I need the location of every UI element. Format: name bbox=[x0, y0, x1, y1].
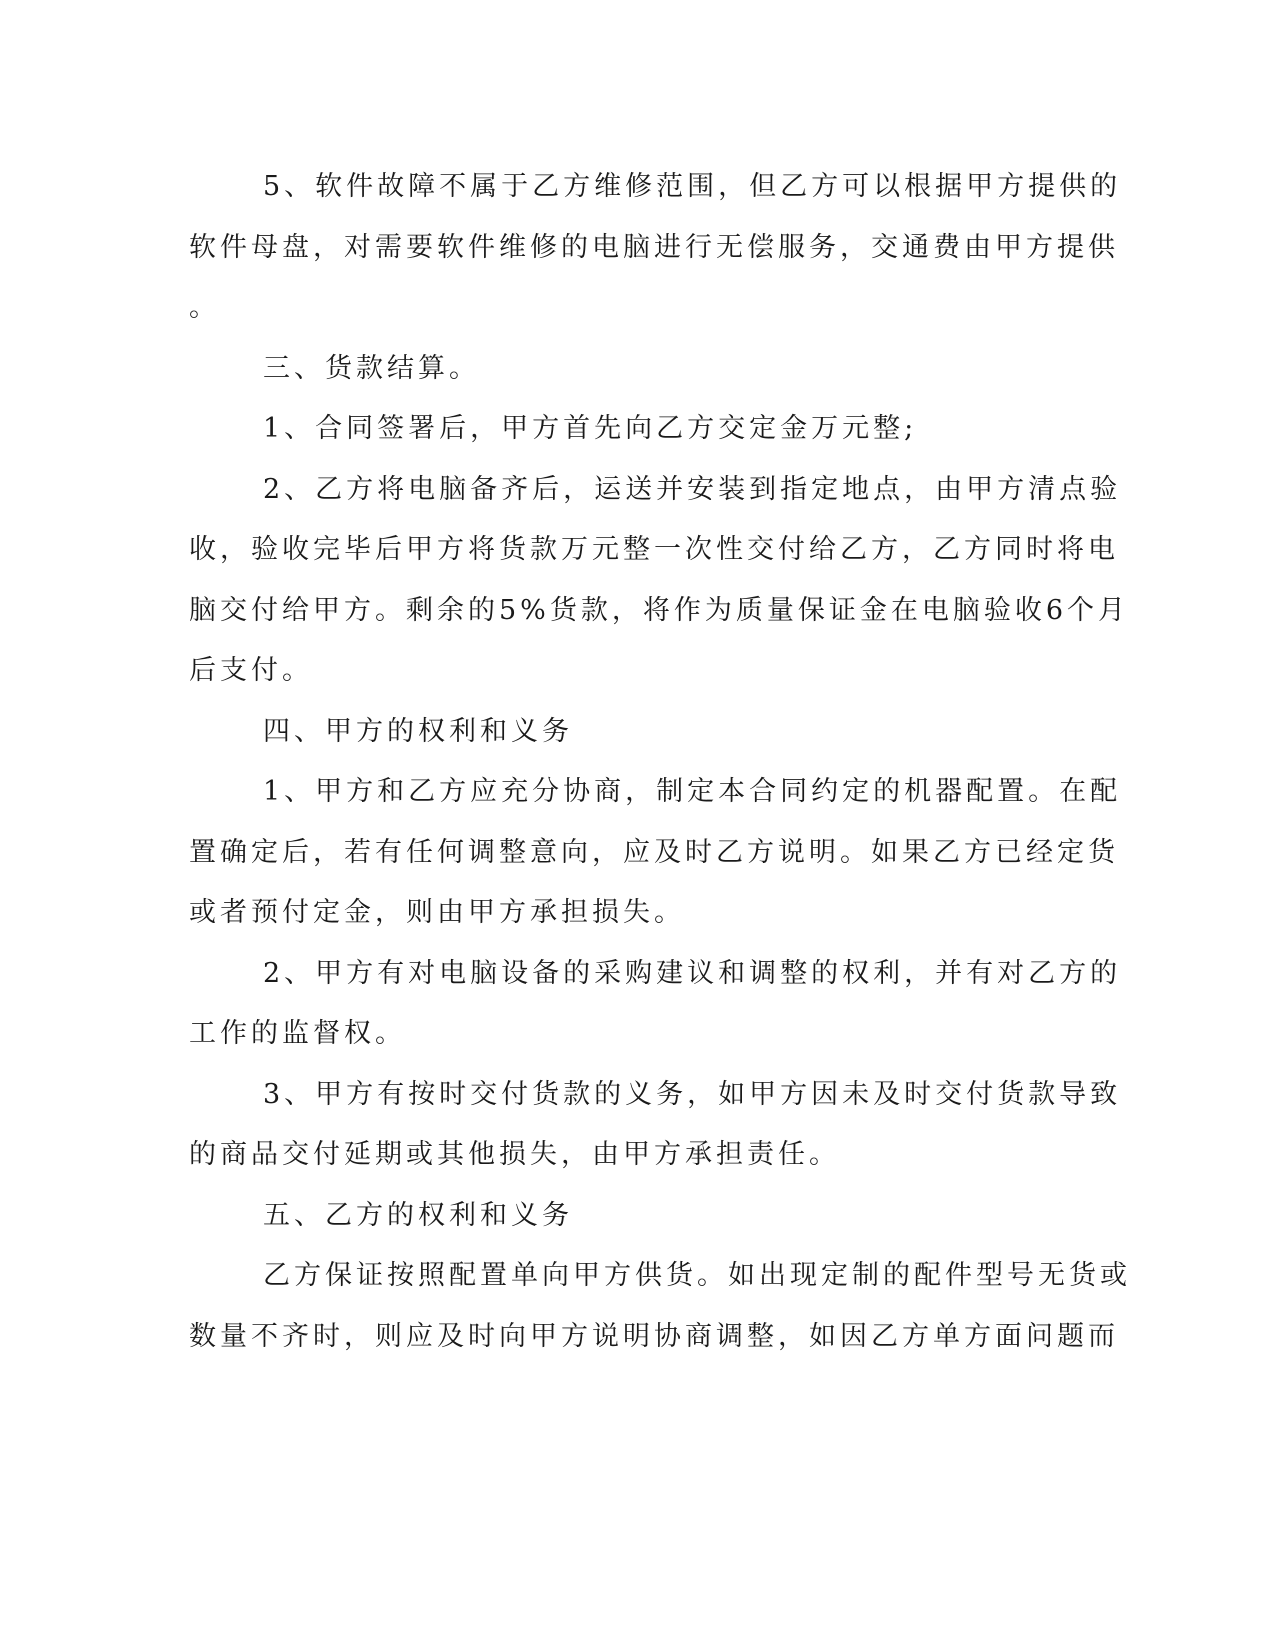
text-line: 数量不齐时，则应及时向甲方说明协商调整，如因乙方单方面问题而 bbox=[189, 1320, 1119, 1352]
paragraph-software-fault bbox=[189, 157, 1122, 339]
text-line: 后支付。 bbox=[189, 655, 313, 686]
text-line: 1、合同签署后，甲方首先向乙方交定金万元整; bbox=[263, 413, 918, 444]
section-heading-payment bbox=[189, 339, 1069, 400]
paragraph-payment-obligation bbox=[189, 1065, 1122, 1186]
section-heading-text: 五、乙方的权利和义务 bbox=[263, 1199, 573, 1231]
text-line: 的商品交付延期或其他损失，由甲方承担责任。 bbox=[189, 1139, 840, 1170]
paragraph-configuration bbox=[189, 762, 1122, 944]
paragraph-supply-guarantee bbox=[189, 1246, 1131, 1367]
text-line: 乙方保证按照配置单向甲方供货。如出现定制的配件型号无货或 bbox=[263, 1260, 1131, 1291]
text-line: 。 bbox=[189, 292, 220, 323]
text-line: 工作的监督权。 bbox=[189, 1018, 406, 1049]
document-body bbox=[189, 157, 1131, 1367]
text-line: 1、甲方和乙方应充分协商，制定本合同约定的机器配置。在配 bbox=[263, 776, 1122, 807]
paragraph-deposit bbox=[189, 399, 1069, 460]
text-line: 软件母盘，对需要软件维修的电脑进行无偿服务，交通费由甲方提供 bbox=[189, 231, 1119, 263]
text-line: 脑交付给甲方。剩余的5%货款，将作为质量保证金在电脑验收6个月 bbox=[189, 594, 1130, 626]
section-heading-text: 三、货款结算。 bbox=[263, 352, 480, 384]
text-line: 5、软件故障不属于乙方维修范围，但乙方可以根据甲方提供的 bbox=[263, 171, 1122, 202]
section-heading-party-a bbox=[189, 702, 1069, 763]
paragraph-procurement-rights bbox=[189, 944, 1122, 1065]
paragraph-delivery-acceptance bbox=[189, 460, 1130, 702]
text-line: 2、乙方将电脑备齐后，运送并安装到指定地点，由甲方清点验 bbox=[263, 473, 1122, 505]
text-line: 收，验收完毕后甲方将货款万元整一次性交付给乙方，乙方同时将电 bbox=[189, 534, 1119, 565]
text-line: 3、甲方有按时交付货款的义务，如甲方因未及时交付货款导致 bbox=[263, 1078, 1122, 1110]
text-line: 置确定后，若有任何调整意向，应及时乙方说明。如果乙方已经定货 bbox=[189, 836, 1119, 868]
text-line: 或者预付定金，则由甲方承担损失。 bbox=[189, 897, 685, 928]
section-heading-text: 四、甲方的权利和义务 bbox=[263, 715, 573, 747]
section-heading-party-b bbox=[189, 1186, 1069, 1247]
text-line: 2、甲方有对电脑设备的采购建议和调整的权利，并有对乙方的 bbox=[263, 957, 1122, 989]
